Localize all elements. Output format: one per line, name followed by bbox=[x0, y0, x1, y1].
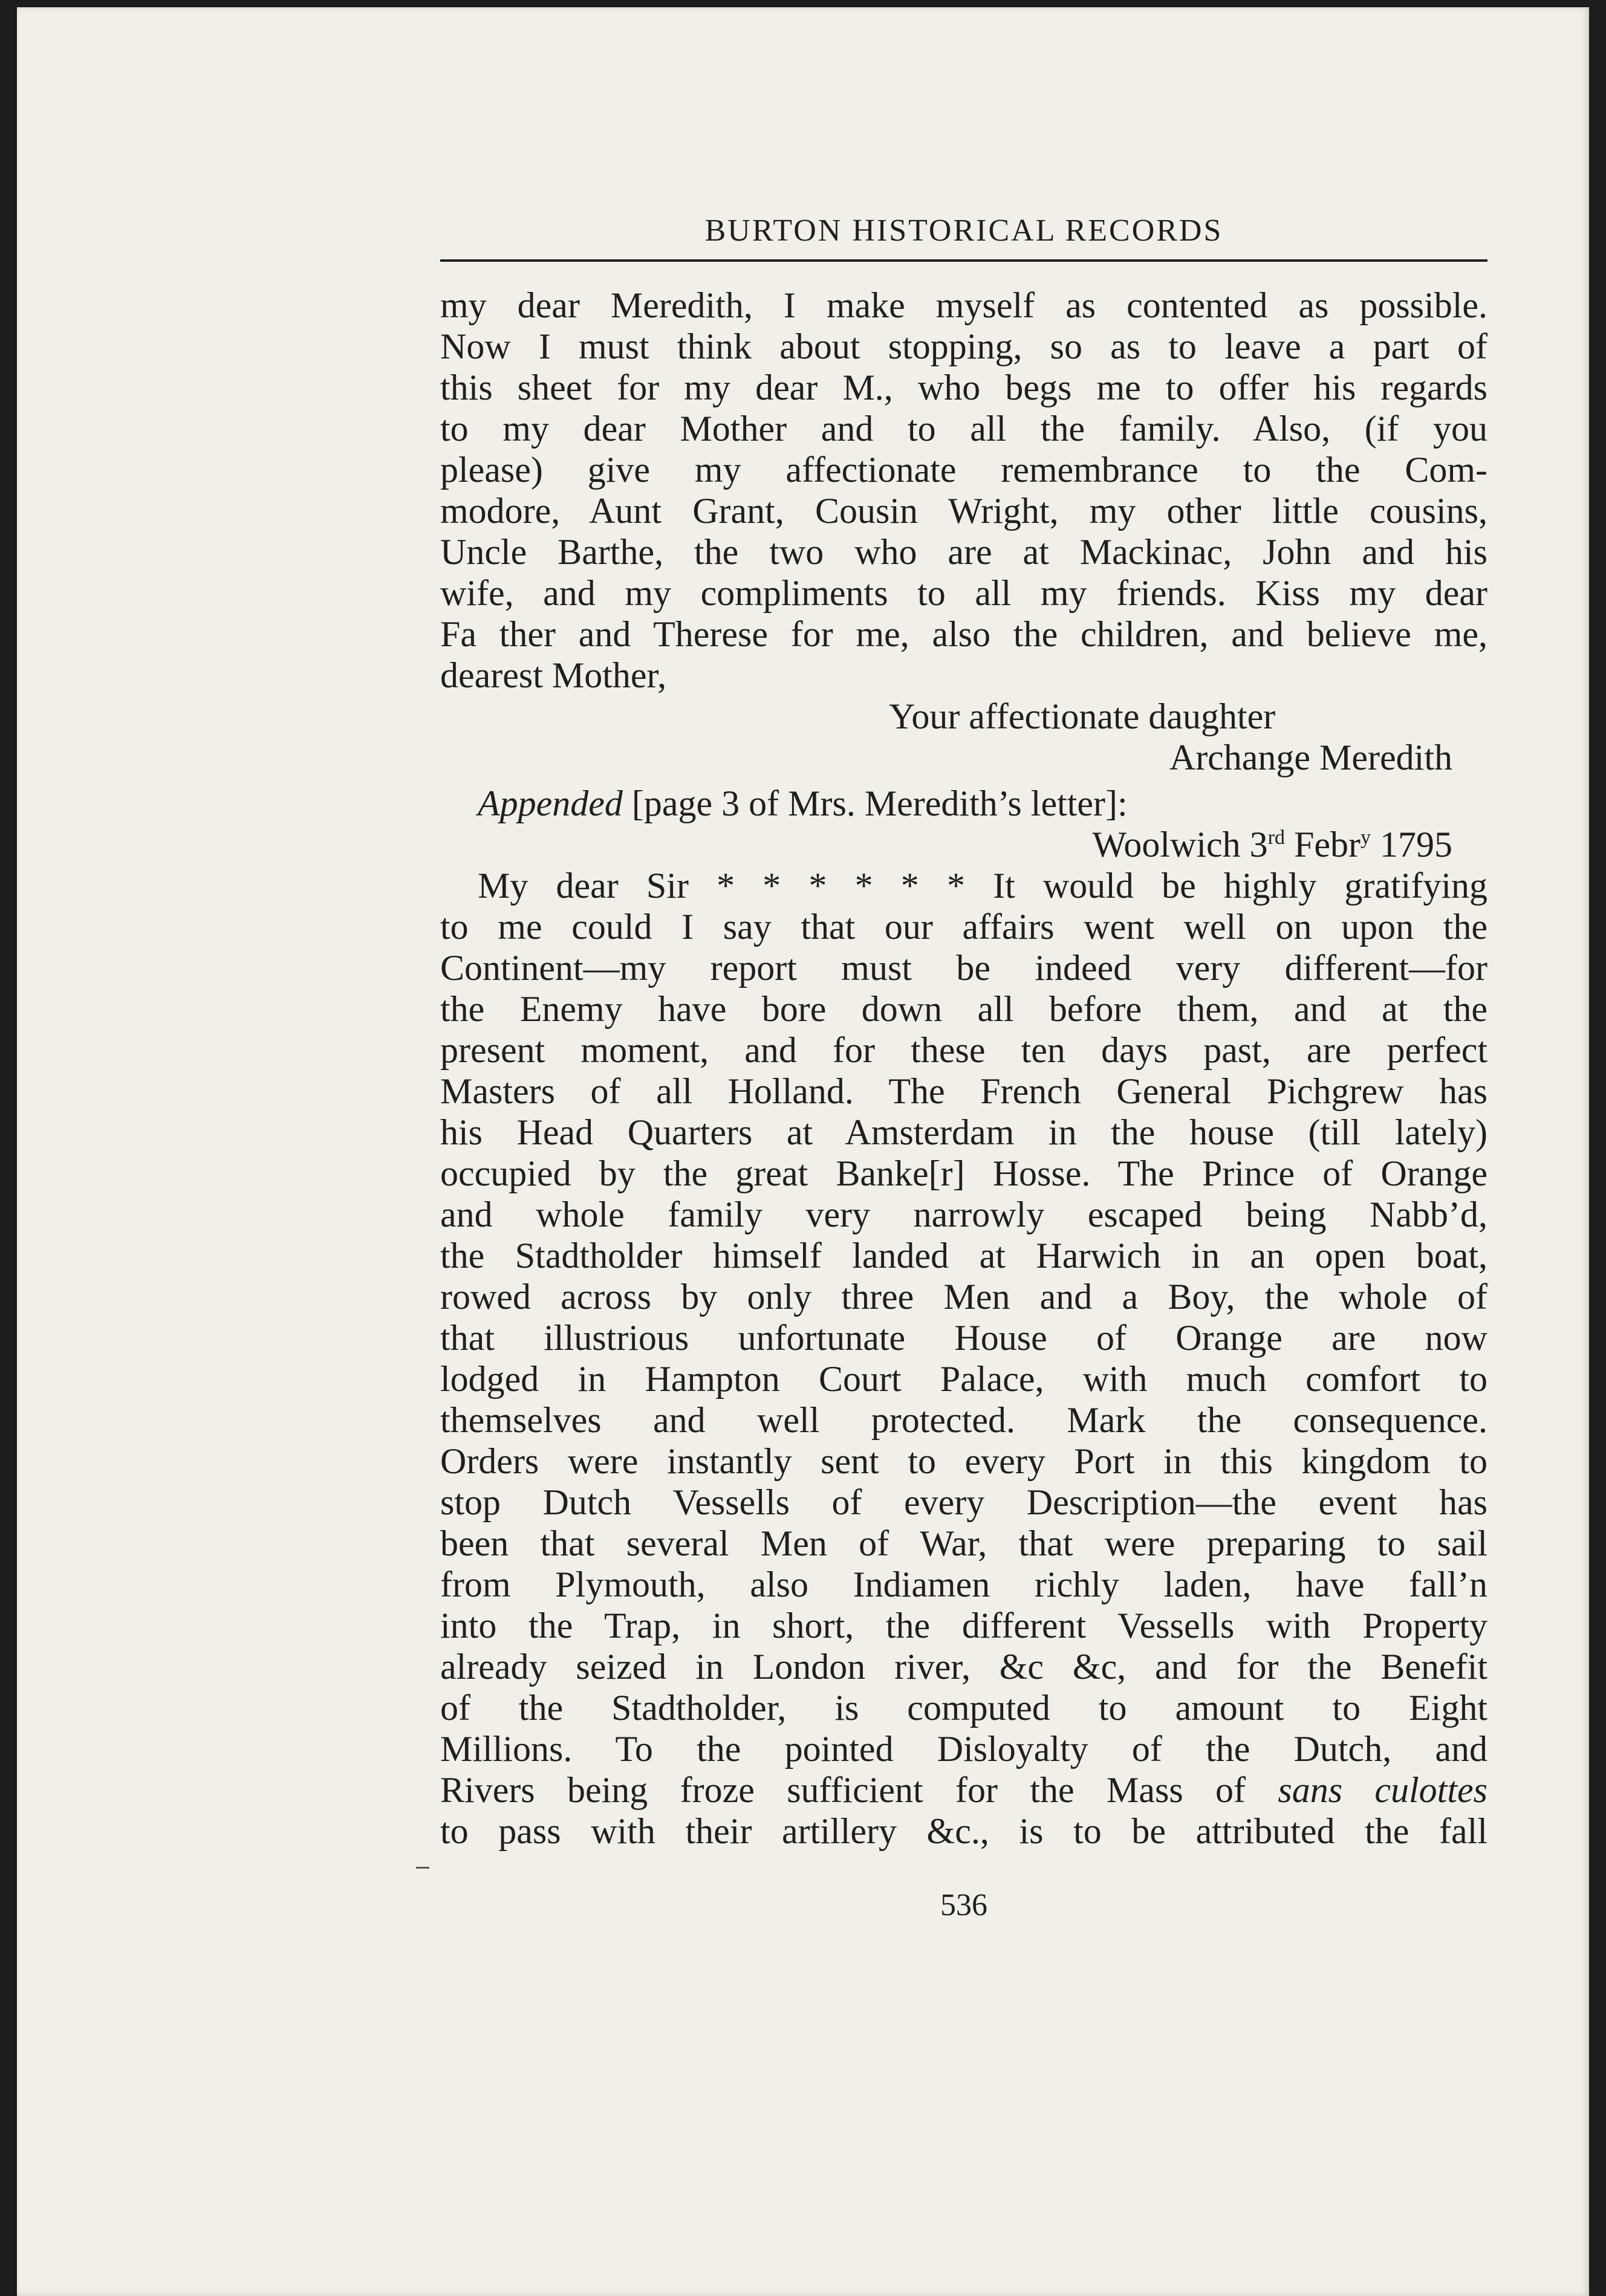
appended-label: Appended bbox=[478, 783, 623, 823]
text-line: been that several Men of War, that were preparing to sail bbox=[440, 1523, 1487, 1563]
text-line: present moment, and for these ten days past, are perfect bbox=[440, 1030, 1487, 1070]
text-line: stop Dutch Vessells of every Description—the event has bbox=[440, 1482, 1487, 1522]
text-line: already seized in London river, &c &c, and for the Benefit bbox=[440, 1647, 1487, 1687]
appended-note bbox=[440, 783, 1487, 824]
text-line: the Stadtholder himself landed at Harwich in an open boat, bbox=[440, 1236, 1487, 1276]
dateline-year: 1795 bbox=[1371, 825, 1452, 864]
dateline bbox=[440, 824, 1487, 865]
text-line: the Enemy have bore down all before them, and at the bbox=[440, 989, 1487, 1029]
dateline-place: Woolwich 3 bbox=[1092, 825, 1268, 864]
text-line: My dear Sir * * * * * * It would be highly gratifying bbox=[478, 866, 1487, 906]
text-line: dearest Mother, bbox=[440, 655, 667, 695]
text-line: to pass with their artillery &c., is to be attributed the fall bbox=[440, 1811, 1487, 1851]
text-line: Masters of all Holland. The French General Pichgrew has bbox=[440, 1071, 1487, 1111]
text-line: my dear Meredith, I make myself as contented as possible. bbox=[440, 285, 1487, 325]
text-line: Millions. To the pointed Disloyalty of the Dutch, and bbox=[440, 1729, 1487, 1769]
italic-phrase: sans culottes bbox=[1278, 1770, 1488, 1810]
letter-body bbox=[440, 285, 1487, 1852]
text-line: that illustrious unfortunate House of Orange are now bbox=[440, 1318, 1487, 1358]
text-line: lodged in Hampton Court Palace, with much comfort to bbox=[440, 1359, 1487, 1399]
margin-mark bbox=[416, 1867, 429, 1869]
text-line: to me could I say that our affairs went well on upon the bbox=[440, 907, 1487, 947]
text-line: into the Trap, in short, the different Vessells with Property bbox=[440, 1606, 1487, 1646]
running-head: BURTON HISTORICAL RECORDS bbox=[440, 213, 1487, 262]
text-line: Uncle Barthe, the two who are at Mackinac, John and his bbox=[440, 532, 1487, 572]
text-line: please) give my affectionate remembrance to the Com- bbox=[440, 450, 1487, 490]
dateline-day-suffix: rd bbox=[1267, 826, 1286, 849]
dateline-month-suffix: y bbox=[1361, 826, 1371, 849]
page-number: 536 bbox=[940, 1888, 987, 1922]
text-line: occupied by the great Banke[r] Hosse. The Prince of Orange bbox=[440, 1153, 1487, 1193]
text-line: modore, Aunt Grant, Cousin Wright, my other little cousins, bbox=[440, 491, 1487, 531]
document-page bbox=[17, 7, 1589, 2296]
signature-name: Archange Meredith bbox=[1169, 738, 1452, 777]
text-span: Rivers being froze sufficient for the Mass of bbox=[440, 1770, 1278, 1810]
text-line bbox=[440, 1769, 1487, 1811]
text-line: this sheet for my dear M., who begs me to offer his regards bbox=[440, 368, 1487, 407]
text-line: Now I must think about stopping, so as to leave a part of bbox=[440, 326, 1487, 366]
text-line: of the Stadtholder, is computed to amount to Eight bbox=[440, 1688, 1487, 1728]
text-line: from Plymouth, also Indiamen richly laden, have fall’n bbox=[440, 1565, 1487, 1604]
text-line: his Head Quarters at Amsterdam in the house (till lately) bbox=[440, 1112, 1487, 1152]
text-line: Orders were instantly sent to every Port in this kingdom to bbox=[440, 1441, 1487, 1481]
text-line: wife, and my compliments to all my friends. Kiss my dear bbox=[440, 573, 1487, 613]
signature-closing: Your affectionate daughter bbox=[889, 696, 1276, 736]
text-line: themselves and well protected. Mark the consequence. bbox=[440, 1400, 1487, 1440]
text-block bbox=[440, 213, 1487, 1852]
text-line: and whole family very narrowly escaped being Nabb’d, bbox=[440, 1195, 1487, 1234]
appended-description: [page 3 of Mrs. Meredith’s letter]: bbox=[622, 783, 1128, 823]
text-line: rowed across by only three Men and a Boy, the whole of bbox=[440, 1277, 1487, 1317]
text-line: Continent—my report must be indeed very different—for bbox=[440, 948, 1487, 988]
dateline-month: Febr bbox=[1285, 825, 1361, 864]
text-line: Fa ther and Therese for me, also the children, and believe me, bbox=[440, 614, 1487, 654]
text-line: to my dear Mother and to all the family. Also, (if you bbox=[440, 409, 1487, 449]
